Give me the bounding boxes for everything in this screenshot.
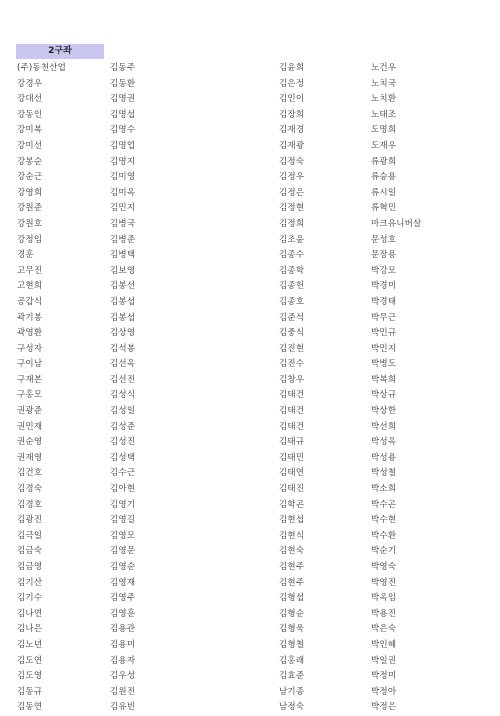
name-cell: 김조윤 bbox=[279, 234, 305, 245]
name-cell: 강미복 bbox=[17, 125, 43, 136]
name-cell: 박영숙 bbox=[371, 562, 397, 572]
name-cell: 박복희 bbox=[371, 374, 397, 385]
name-cell: 문성호 bbox=[371, 234, 397, 245]
name-cell: 박순기 bbox=[371, 546, 397, 557]
name-cell: 곽기봉 bbox=[17, 312, 43, 323]
name-cell: 김극일 bbox=[17, 530, 43, 541]
name-cell: 김동규 bbox=[17, 686, 43, 697]
name-cell: 김나은 bbox=[17, 624, 43, 635]
name-cell: 박소희 bbox=[371, 484, 397, 495]
name-cell: 박영진 bbox=[371, 577, 397, 588]
name-cell: 김성식 bbox=[110, 390, 136, 401]
name-cell: 김현섭 bbox=[279, 515, 305, 526]
name-cell: 김도연 bbox=[17, 655, 43, 666]
name-cell: 김아현 bbox=[110, 484, 136, 495]
name-cell: 박은숙 bbox=[371, 624, 397, 635]
name-cell: 김병택 bbox=[110, 250, 136, 261]
name-cell: 공갑식 bbox=[17, 296, 43, 307]
name-cell: 김형욱 bbox=[279, 624, 305, 635]
section-header: 2구좌 bbox=[16, 44, 104, 59]
name-cell: 류광희 bbox=[371, 156, 397, 167]
name-cell: 김진현 bbox=[279, 343, 305, 354]
name-cell: 김종헌 bbox=[279, 281, 305, 292]
name-cell: 김영재 bbox=[110, 577, 136, 588]
name-cell: 김기수 bbox=[17, 593, 43, 604]
name-cell: 김우성 bbox=[110, 671, 136, 682]
name-cell: 김용미 bbox=[110, 639, 136, 650]
name-cell: 김보영 bbox=[110, 265, 136, 276]
name-cell: 박경미 bbox=[371, 281, 397, 292]
name-cell: 김효준 bbox=[279, 671, 305, 682]
name-cell: 김태민 bbox=[279, 452, 305, 463]
name-cell: 김윤희 bbox=[279, 63, 305, 73]
name-cell: 김종호 bbox=[279, 296, 305, 307]
name-cell: 박정아 bbox=[371, 686, 397, 697]
name-cell: 박정은 bbox=[371, 702, 397, 713]
name-cell: 김창우 bbox=[279, 374, 305, 385]
name-cell: 강미선 bbox=[17, 140, 43, 151]
name-cell: 김형순 bbox=[279, 608, 305, 619]
name-cell: 김도영 bbox=[17, 671, 43, 682]
name-cell: 김용관 bbox=[110, 624, 136, 635]
name-cell: 김명섭 bbox=[110, 109, 136, 120]
name-cell: 박성옥 bbox=[371, 437, 397, 448]
name-cell: 김정희 bbox=[279, 218, 305, 229]
name-cell: 김성준 bbox=[110, 421, 136, 432]
name-cell: 김용자 bbox=[110, 655, 136, 666]
name-cell: 강순근 bbox=[17, 172, 43, 183]
name-cell: 박경태 bbox=[371, 296, 397, 307]
name-cell: 권민재 bbox=[17, 421, 43, 432]
name-cell: 김동연 bbox=[17, 702, 43, 713]
name-cell: 김현주 bbox=[279, 562, 305, 572]
name-cell: 김재광 bbox=[279, 140, 305, 151]
name-cell: 김나연 bbox=[17, 608, 43, 619]
name-cell: 강경우 bbox=[17, 78, 43, 89]
name-cell: 김성택 bbox=[110, 452, 136, 463]
name-cell: 박강모 bbox=[371, 265, 397, 276]
name-cell: 김중식 bbox=[279, 328, 305, 339]
name-cell: 김미영 bbox=[110, 172, 136, 183]
name-cell: 구이남 bbox=[17, 359, 43, 370]
name-cell: 김수근 bbox=[110, 468, 136, 479]
name-cell: 김장희 bbox=[279, 109, 305, 120]
name-cell: 김봉섭 bbox=[110, 296, 136, 307]
name-cell: 도명희 bbox=[371, 125, 397, 136]
name-cell: 박수곤 bbox=[371, 499, 397, 510]
name-column-3 bbox=[279, 61, 304, 716]
name-cell: 문장용 bbox=[371, 250, 397, 261]
name-cell: 김금영 bbox=[17, 562, 43, 572]
name-cell: 강봉순 bbox=[17, 156, 43, 167]
name-cell: 김석봉 bbox=[110, 343, 136, 354]
name-cell: 박성철 bbox=[371, 468, 397, 479]
name-cell: 김현주 bbox=[279, 577, 305, 588]
name-cell: 김영훈 bbox=[110, 608, 136, 619]
name-cell: 김태연 bbox=[279, 468, 305, 479]
name-cell: 김노년 bbox=[17, 639, 43, 650]
name-cell: 김인이 bbox=[279, 94, 305, 105]
name-cell: 김경호 bbox=[17, 499, 43, 510]
name-cell: 김동환 bbox=[110, 78, 136, 89]
name-cell: 김미옥 bbox=[110, 187, 136, 198]
name-cell: 김영문 bbox=[110, 546, 136, 557]
name-cell: 박수환 bbox=[371, 530, 397, 541]
name-cell: 김봉섭 bbox=[110, 312, 136, 323]
name-cell: 김태건 bbox=[279, 406, 305, 417]
name-cell: 노건우 bbox=[371, 63, 397, 73]
name-cell: 류시일 bbox=[371, 187, 397, 198]
name-cell: 김상영 bbox=[110, 328, 136, 339]
name-cell: 박수현 bbox=[371, 515, 397, 526]
name-cell: 김태진 bbox=[279, 484, 305, 495]
name-cell: 김태건 bbox=[279, 421, 305, 432]
name-cell: 강영희 bbox=[17, 187, 43, 198]
name-cell: 박일권 bbox=[371, 655, 397, 666]
name-cell: 류승용 bbox=[371, 172, 397, 183]
name-cell: 김금숙 bbox=[17, 546, 43, 557]
name-cell: 김정은 bbox=[279, 187, 305, 198]
name-cell: 김민지 bbox=[110, 203, 136, 214]
name-cell: 김종학 bbox=[279, 265, 305, 276]
name-cell: 김선진 bbox=[110, 374, 136, 385]
name-cell: 김영순 bbox=[110, 562, 136, 572]
name-cell: 박선희 bbox=[371, 421, 397, 432]
name-cell: 곽영환 bbox=[17, 328, 43, 339]
name-cell: 김정우 bbox=[279, 172, 305, 183]
name-cell: 고현희 bbox=[17, 281, 43, 292]
name-cell: 김동주 bbox=[110, 63, 136, 73]
name-cell: 김명수 bbox=[110, 125, 136, 136]
name-cell: 권광준 bbox=[17, 406, 43, 417]
name-cell: 구재본 bbox=[17, 374, 43, 385]
name-cell: 박민규 bbox=[371, 328, 397, 339]
name-cell: 박병도 bbox=[371, 359, 397, 370]
name-cell: 김선옥 bbox=[110, 359, 136, 370]
name-column-2 bbox=[110, 61, 135, 716]
name-cell: 강동인 bbox=[17, 109, 43, 120]
name-cell: 김기산 bbox=[17, 577, 43, 588]
name-cell: 박무근 bbox=[371, 312, 397, 323]
name-cell: 김형섭 bbox=[279, 593, 305, 604]
name-cell: 구홍모 bbox=[17, 390, 43, 401]
name-cell: 노태조 bbox=[371, 109, 397, 120]
name-cell: 남정숙 bbox=[279, 702, 305, 713]
name-cell: 김정현 bbox=[279, 203, 305, 214]
name-cell: 김홍래 bbox=[279, 655, 305, 666]
name-cell: 도재우 bbox=[371, 140, 397, 151]
name-cell: 남기종 bbox=[279, 686, 305, 697]
name-cell: 김영길 bbox=[110, 515, 136, 526]
name-cell: 김영모 bbox=[110, 530, 136, 541]
name-cell: 김명지 bbox=[110, 156, 136, 167]
name-cell: 김재경 bbox=[279, 125, 305, 136]
name-cell: 김봉선 bbox=[110, 281, 136, 292]
name-cell: 김원진 bbox=[110, 686, 136, 697]
name-cell: 김병준 bbox=[110, 234, 136, 245]
name-cell: 김현식 bbox=[279, 530, 305, 541]
name-column-4 bbox=[371, 61, 421, 716]
name-cell: 김현숙 bbox=[279, 546, 305, 557]
name-cell: 박정미 bbox=[371, 671, 397, 682]
name-cell: 강원호 bbox=[17, 218, 43, 229]
name-cell: 김준석 bbox=[279, 312, 305, 323]
name-cell: 강정임 bbox=[17, 234, 43, 245]
name-cell: 김성진 bbox=[110, 437, 136, 448]
name-cell: 박인혜 bbox=[371, 639, 397, 650]
name-cell: 김학곤 bbox=[279, 499, 305, 510]
name-cell: (주)동천산업 bbox=[17, 63, 67, 73]
name-cell: 김은정 bbox=[279, 78, 305, 89]
name-cell: 김유빈 bbox=[110, 702, 136, 713]
name-cell: 김명업 bbox=[110, 140, 136, 151]
name-cell: 박성용 bbox=[371, 452, 397, 463]
name-cell: 박용진 bbox=[371, 608, 397, 619]
name-cell: 김태규 bbox=[279, 437, 305, 448]
name-cell: 노치환 bbox=[371, 94, 397, 105]
name-cell: 김태건 bbox=[279, 390, 305, 401]
name-cell: 류혁민 bbox=[371, 203, 397, 214]
name-cell: 김영기 bbox=[110, 499, 136, 510]
name-cell: 권재영 bbox=[17, 452, 43, 463]
name-cell: 김병국 bbox=[110, 218, 136, 229]
name-cell: 강대선 bbox=[17, 94, 43, 105]
name-cell: 권순영 bbox=[17, 437, 43, 448]
name-column-1 bbox=[17, 61, 66, 716]
name-cell: 김성일 bbox=[110, 406, 136, 417]
name-cell: 김경숙 bbox=[17, 484, 43, 495]
name-cell: 박옥임 bbox=[371, 593, 397, 604]
name-cell: 박상규 bbox=[371, 390, 397, 401]
name-cell: 구성자 bbox=[17, 343, 43, 354]
name-cell: 강원준 bbox=[17, 203, 43, 214]
name-cell: 박민지 bbox=[371, 343, 397, 354]
name-cell: 김진수 bbox=[279, 359, 305, 370]
name-cell: 김광진 bbox=[17, 515, 43, 526]
name-cell: 마크유니버살 bbox=[371, 218, 422, 229]
name-cell: 노치국 bbox=[371, 78, 397, 89]
name-cell: 박상한 bbox=[371, 406, 397, 417]
name-cell: 김명권 bbox=[110, 94, 136, 105]
name-cell: 경훈 bbox=[17, 250, 34, 261]
name-cell: 김건호 bbox=[17, 468, 43, 479]
name-cell: 고무진 bbox=[17, 265, 43, 276]
name-cell: 김영주 bbox=[110, 593, 136, 604]
name-cell: 김정숙 bbox=[279, 156, 305, 167]
name-cell: 김형철 bbox=[279, 639, 305, 650]
name-cell: 김종수 bbox=[279, 250, 305, 261]
